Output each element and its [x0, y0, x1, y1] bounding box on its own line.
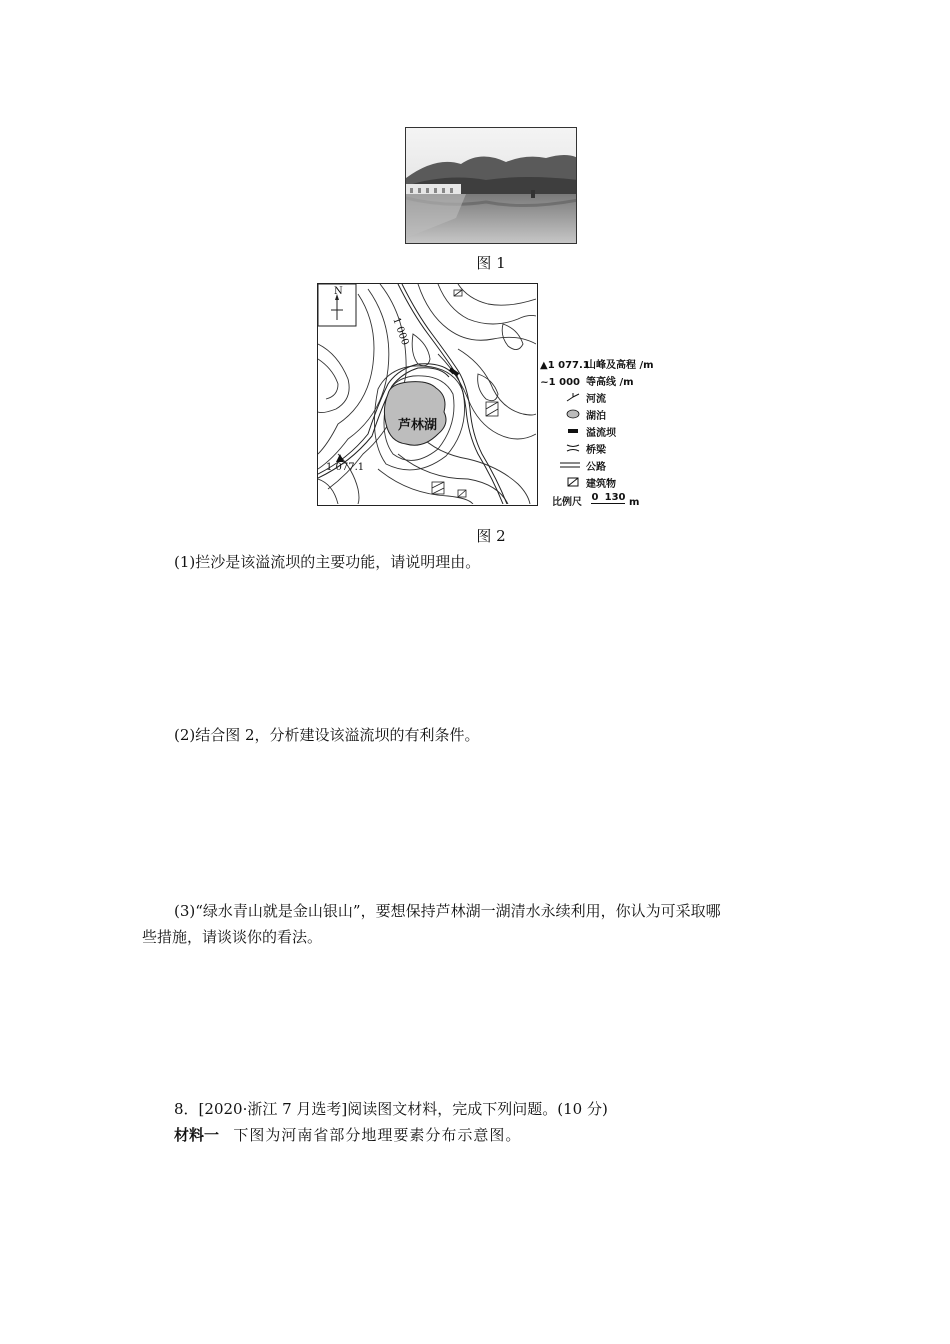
contour-map: [317, 283, 538, 506]
bridge-icon: [540, 443, 580, 456]
lake-photo: [405, 127, 577, 244]
legend-river: 河流: [540, 390, 606, 405]
material-1: [174, 1122, 521, 1148]
legend-peak: ▲1 077.1山峰及高程 /m: [540, 360, 654, 371]
legend-building: 建筑物: [540, 475, 616, 490]
legend-contour: ~1 000 等高线 /m: [540, 377, 634, 388]
legend-lake: 湖泊: [540, 407, 606, 422]
question-1: (1)拦沙是该溢流坝的主要功能，请说明理由。: [174, 553, 481, 571]
question-2: (2)结合图 2，分析建设该溢流坝的有利条件。: [174, 726, 480, 744]
contour-label: 1 000: [390, 316, 411, 347]
lake-icon: [540, 409, 580, 422]
legend-dam: 溢流坝: [540, 424, 616, 439]
lake-label: 芦林湖: [398, 418, 438, 433]
dam-icon: [540, 426, 580, 439]
river-icon: [540, 392, 580, 405]
legend-bridge: 桥梁: [540, 441, 606, 456]
map-legend: [540, 356, 700, 511]
legend-road: 公路: [540, 458, 606, 473]
peak-label: 1 077.1: [326, 462, 365, 473]
building-icon: [540, 477, 580, 490]
question-3-line1: (3)“绿水青山就是金山银山”，要想保持芦林湖一湖清水永续利用，你认为可采取哪: [174, 902, 721, 920]
question-8: 8．[2020·浙江 7 月选考]阅读图文材料，完成下列问题。(10 分): [174, 1100, 608, 1118]
figure1-caption: 图 1: [476, 254, 506, 272]
material-label: 材料一: [174, 1126, 220, 1144]
legend-scale: 比例尺 0 130 m: [552, 492, 640, 508]
road-icon: [540, 460, 580, 473]
figure2-caption: 图 2: [476, 527, 506, 545]
material-text: 下图为河南省部分地理要素分布示意图。: [233, 1126, 522, 1144]
north-label: N: [334, 286, 343, 297]
question-3-line2: 些措施，请谈谈你的看法。: [142, 928, 323, 946]
